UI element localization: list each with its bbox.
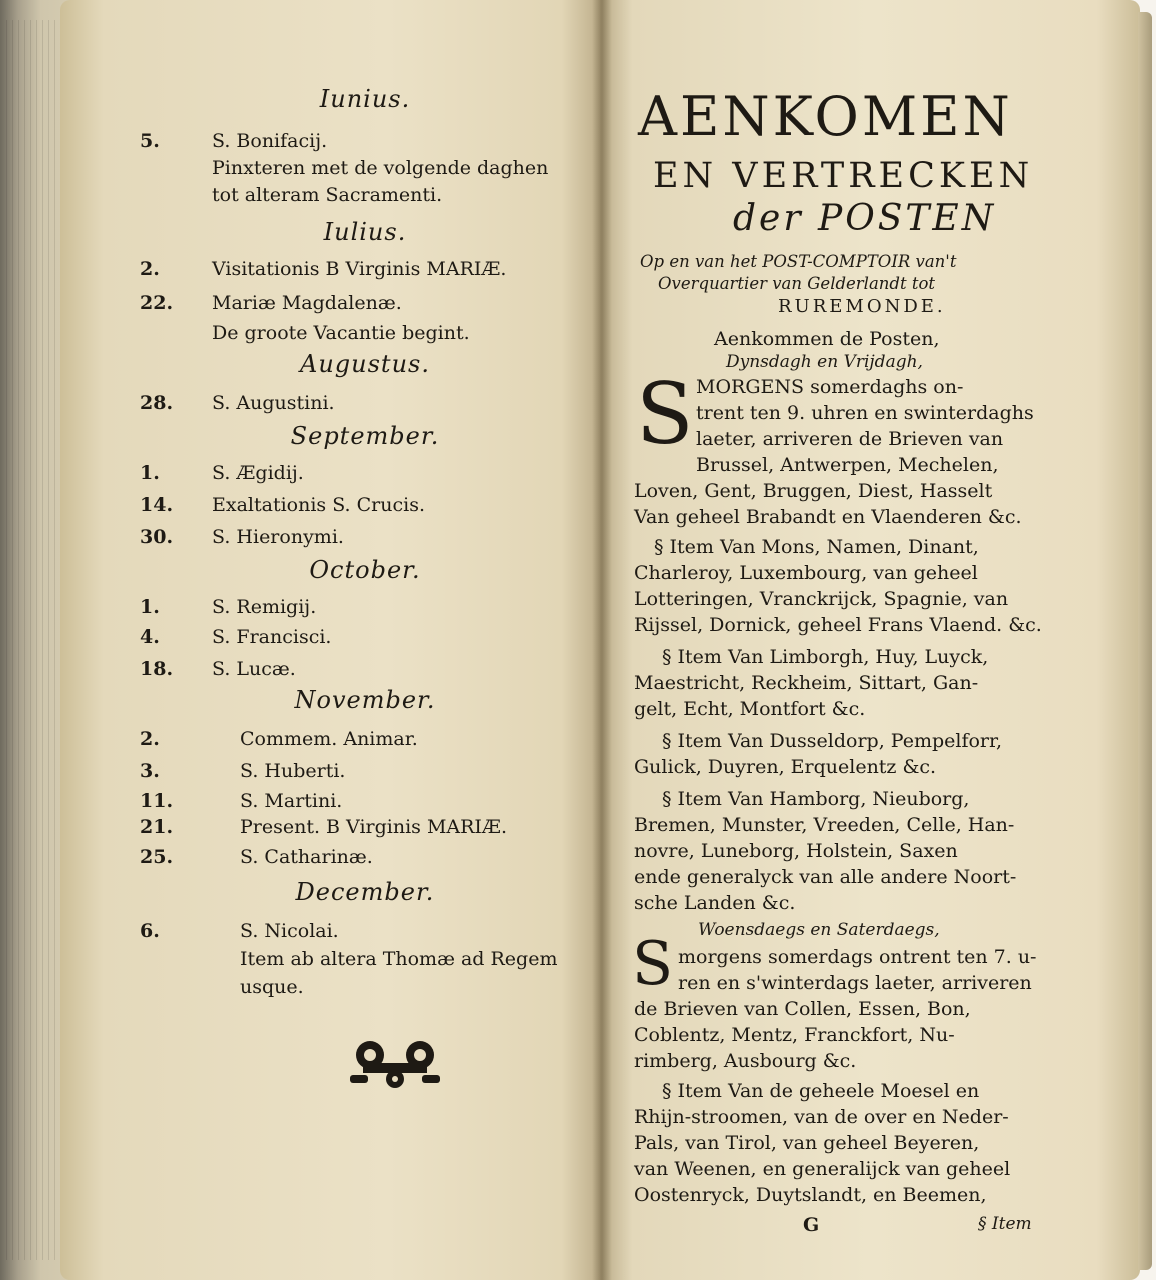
entry-text: Present. B Virginis MARIÆ. — [240, 816, 507, 838]
catchword: § Item — [978, 1214, 1032, 1234]
text-line: trent ten 9. uhren en swinterdaghs — [696, 402, 1034, 424]
entry-day: 4. — [140, 626, 160, 648]
entry-text: Mariæ Magdalenæ. — [212, 292, 402, 314]
text-line: laeter, arriveren de Brieven van — [696, 428, 1004, 450]
month-heading: November. — [294, 686, 436, 714]
entry-day: 21. — [140, 816, 174, 838]
entry-text: S. Catharinæ. — [240, 846, 373, 868]
entry-day: 14. — [140, 494, 174, 516]
text-line: Oostenryck, Duytslandt, en Beemen, — [634, 1184, 987, 1206]
section-subheading: Woensdaegs en Saterdaegs, — [698, 920, 940, 940]
entry-day: 18. — [140, 658, 174, 680]
entry-day: 22. — [140, 292, 174, 314]
entry-day: 30. — [140, 526, 174, 548]
text-line: morgens somerdags ontrent ten 7. u- — [678, 946, 1037, 968]
entry-text: Exaltationis S. Crucis. — [212, 494, 425, 516]
entry-text: S. Lucæ. — [212, 658, 296, 680]
text-line: Maestricht, Reckheim, Sittart, Gan- — [634, 672, 979, 694]
text-line: Lotteringen, Vranckrijck, Spagnie, van — [634, 588, 1009, 610]
entry-text: tot alteram Sacramenti. — [212, 184, 443, 206]
title-line-3: der POSTEN — [733, 198, 997, 239]
text-line: Rijssel, Dornick, geheel Frans Vlaend. &c. — [634, 614, 1042, 636]
entry-day: 2. — [140, 728, 160, 750]
entry-day: 1. — [140, 596, 160, 618]
text-line: rimberg, Ausbourg &c. — [634, 1050, 857, 1072]
text-line: Bremen, Munster, Vreeden, Celle, Han- — [634, 814, 1015, 836]
entry-text: usque. — [240, 976, 304, 998]
text-line: novre, Luneborg, Holstein, Saxen — [634, 840, 958, 862]
entry-text: S. Huberti. — [240, 760, 346, 782]
text-line: ende generalyck van alle andere Noort- — [634, 866, 1017, 888]
text-line: Coblentz, Mentz, Franckfort, Nu- — [634, 1024, 955, 1046]
entry-text: S. Ægidij. — [212, 462, 304, 484]
entry-day: 11. — [140, 790, 174, 812]
signature-mark: G — [803, 1214, 820, 1236]
entry-day: 6. — [140, 920, 160, 942]
entry-text: Visitationis B Virginis MARIÆ. — [212, 258, 507, 280]
text-line: MORGENS somerdaghs on- — [696, 376, 964, 398]
entry-text: S. Augustini. — [212, 392, 335, 414]
text-line: Pals, van Tirol, van geheel Beyeren, — [634, 1132, 980, 1154]
text-line: Brussel, Antwerpen, Mechelen, — [696, 454, 999, 476]
entry-text: Pinxteren met de volgende daghen — [212, 157, 549, 179]
entry-text: S. Bonifacij. — [212, 130, 328, 152]
text-line: § Item Van de geheele Moesel en — [662, 1080, 980, 1102]
month-heading: October. — [309, 556, 421, 584]
text-line: Van geheel Brabandt en Vlaenderen &c. — [634, 506, 1022, 528]
book-gutter — [592, 0, 612, 1280]
month-heading: Augustus. — [300, 350, 430, 378]
text-line: § Item Van Mons, Namen, Dinant, — [654, 536, 979, 558]
text-line: § Item Van Limborgh, Huy, Luyck, — [662, 646, 989, 668]
entry-text: Item ab altera Thomæ ad Regem — [240, 948, 558, 970]
subtitle-line-1: Op en van het POST-COMPTOIR van't — [640, 252, 957, 271]
entry-text: S. Nicolai. — [240, 920, 339, 942]
text-line: gelt, Echt, Montfort &c. — [634, 698, 866, 720]
entry-text: De groote Vacantie begint. — [212, 322, 470, 344]
printer-ornament — [345, 1033, 445, 1093]
text-line: ren en s'winterdags laeter, arriveren — [678, 972, 1032, 994]
entry-day: 5. — [140, 130, 160, 152]
entry-text: S. Martini. — [240, 790, 343, 812]
month-heading: December. — [295, 878, 435, 906]
month-heading: September. — [290, 422, 440, 450]
page-title: AENKOMEN — [638, 85, 1013, 148]
entry-text: S. Remigij. — [212, 596, 317, 618]
month-heading: Iunius. — [319, 85, 411, 113]
entry-day: 28. — [140, 392, 174, 414]
entry-text: S. Francisci. — [212, 626, 332, 648]
text-line: Charleroy, Luxembourg, van geheel — [634, 562, 978, 584]
entry-text: Commem. Animar. — [240, 728, 418, 750]
text-line: Gulick, Duyren, Erquelentz &c. — [634, 756, 937, 778]
entry-day: 25. — [140, 846, 174, 868]
entry-day: 2. — [140, 258, 160, 280]
text-line: sche Landen &c. — [634, 892, 796, 914]
entry-text: S. Hieronymi. — [212, 526, 344, 548]
entry-day: 3. — [140, 760, 160, 782]
section-heading: Aenkommen de Posten, — [714, 328, 940, 350]
section-subheading: Dynsdagh en Vrijdagh, — [726, 352, 923, 372]
month-heading: Iulius. — [323, 218, 407, 246]
right-page-edge — [1138, 12, 1152, 1270]
text-line: § Item Van Dusseldorp, Pempelforr, — [662, 730, 1003, 752]
text-line: Rhijn-stroomen, van de over en Neder- — [634, 1106, 1009, 1128]
drop-capital: S — [636, 365, 694, 463]
subtitle-line-2: Overquartier van Gelderlandt tot — [658, 274, 936, 293]
text-line: § Item Van Hamborg, Nieuborg, — [662, 788, 970, 810]
text-line: Loven, Gent, Bruggen, Diest, Hasselt — [634, 480, 993, 502]
drop-capital: S — [632, 929, 674, 999]
subtitle-line-3: RUREMONDE. — [778, 296, 946, 317]
text-line: de Brieven van Collen, Essen, Bon, — [634, 998, 971, 1020]
text-line: van Weenen, en generalijck van geheel — [634, 1158, 1011, 1180]
title-line-2: EN VERTRECKEN — [653, 156, 1034, 196]
entry-day: 1. — [140, 462, 160, 484]
